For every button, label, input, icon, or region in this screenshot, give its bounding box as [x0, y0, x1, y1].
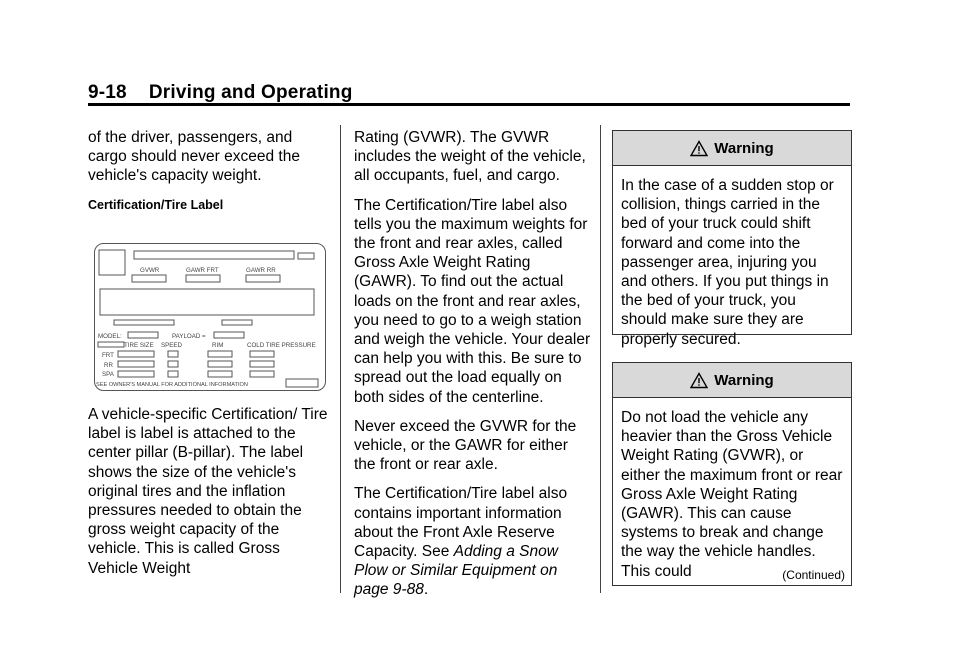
- column-divider: [340, 125, 341, 593]
- warning-body: In the case of a sudden stop or collision, things carried in the bed of your truck could shift forward and come into the passenger area, injuring you and others. If you put things in the bed of your truck, you should make sure they are properly secured.: [621, 177, 834, 348]
- reserve-capacity-end: .: [423, 581, 429, 599]
- top-bar: [134, 251, 294, 259]
- warning-triangle-icon: [690, 372, 708, 389]
- label-outline: [95, 244, 326, 391]
- gvwr-paragraph: Rating (GVWR). The GVWR includes the weight of the vehicle, all occupants, fuel, and cargo.: [354, 129, 586, 185]
- header-rule: [88, 103, 850, 106]
- payload-line: [222, 320, 252, 325]
- warning-title: Warning: [714, 139, 774, 157]
- warning-header: [613, 131, 851, 166]
- warning-title: Warning: [714, 371, 774, 389]
- large-field: [100, 289, 314, 315]
- warning-body: Do not load the vehicle any heavier than the Gross Vehicle Weight Rating (GVWR), or either the maximum front or rear Gross Axle Weight Rating (GAWR). This can cause systems to break and change the way the vehicle handles. This could: [621, 409, 843, 580]
- spa-speed: [168, 371, 178, 377]
- column-divider: [600, 125, 601, 593]
- rr-size: [118, 361, 154, 367]
- model-label: MODEL:: [98, 333, 122, 340]
- gawr-rr-label: GAWR RR: [246, 267, 276, 274]
- payload-field: [214, 332, 244, 338]
- spa-label: SPA: [102, 371, 114, 378]
- frt-label: FRT: [102, 352, 114, 359]
- section-title: Driving and Operating: [148, 82, 353, 103]
- frt-speed: [168, 351, 178, 357]
- top-small-box: [298, 253, 314, 259]
- certification-tire-label-figure: [94, 243, 326, 391]
- page-header: [88, 82, 850, 104]
- label-description-paragraph: A vehicle-specific Certification/ Tire label is label is attached to the center pillar (B-pillar). The label shows the size of the vehicle's original tires and the inflation pressures needed to obtain the gross weight capacity of the vehicle. This is called Gross Vehicle Weight: [88, 406, 328, 577]
- gawr-paragraph: The Certification/Tire label also tells you the maximum weights for the front and rear axles, called Gross Axle Weight Rating (GAWR). To find out the actual loads on the front and rear axles, you need to go to a weigh station and weigh the vehicle. Your dealer can help you with this. Be sure to spread out the load equally on both sides of the centerline.: [354, 196, 591, 406]
- cold-tire-pressure-label: COLD TIRE PRESSURE: [247, 342, 316, 349]
- spa-rim: [208, 371, 232, 377]
- payload-label: PAYLOAD =: [172, 333, 206, 340]
- speed-label: SPEED: [161, 342, 182, 349]
- rr-pressure: [250, 361, 274, 367]
- rr-rim: [208, 361, 232, 367]
- intro-paragraph: of the driver, passengers, and cargo should never exceed the vehicle's capacity weight.: [88, 129, 300, 185]
- info-field: [286, 379, 318, 387]
- model-line: [114, 320, 174, 325]
- frt-size: [118, 351, 154, 357]
- certification-label-heading: Certification/Tire Label: [88, 197, 224, 212]
- rim-label: RIM: [212, 342, 224, 349]
- frt-pressure: [250, 351, 274, 357]
- spa-size: [118, 371, 154, 377]
- continued-note: (Continued): [782, 568, 845, 582]
- rr-speed: [168, 361, 178, 367]
- gvwr-label: GVWR: [140, 267, 160, 274]
- gawr-rr-field: [246, 275, 280, 282]
- column-2: [354, 128, 592, 610]
- snow-plow-reference-link[interactable]: Adding a Snow Plow or Similar Equipment on page 9-88: [354, 543, 558, 599]
- page-title: [88, 82, 850, 104]
- gvwr-field: [132, 275, 166, 282]
- gawr-frt-label: GAWR FRT: [186, 267, 219, 274]
- gawr-frt-field: [186, 275, 220, 282]
- column-1-continued: [88, 405, 328, 588]
- frt-rim: [208, 351, 232, 357]
- see-manual-label: SEE OWNER'S MANUAL FOR ADDITIONAL INFORMATION: [96, 382, 248, 388]
- rr-label: RR: [104, 362, 113, 369]
- never-exceed-paragraph: Never exceed the GVWR for the vehicle, or the GAWR for either the front or rear axle.: [354, 417, 577, 474]
- warning-header: [613, 363, 851, 398]
- logo-box: [99, 250, 125, 275]
- warning-triangle-icon: [690, 140, 708, 157]
- page-number: 9-18: [88, 82, 127, 103]
- reserve-capacity-text: The Certification/Tire label also contains important information about the Front Axle Reserve Capacity. See: [354, 485, 568, 561]
- warning-box-cargo: [612, 130, 852, 348]
- reserve-capacity-paragraph: [354, 484, 592, 599]
- spa-pressure: [250, 371, 274, 377]
- column-1: [88, 128, 328, 225]
- size-field: [98, 342, 124, 347]
- warning-box-overload: [612, 362, 852, 586]
- model-field: [128, 332, 158, 338]
- tire-size-label: TIRE SIZE: [124, 342, 154, 349]
